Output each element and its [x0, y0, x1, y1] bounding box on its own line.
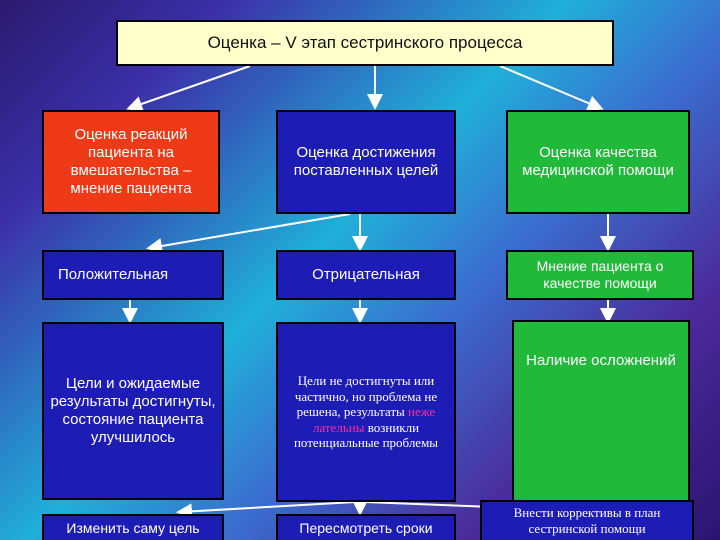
goals-not-achieved-text-2: возникли потенциальные проблемы: [293, 419, 439, 451]
arrow-center-to-positive: [150, 214, 350, 248]
arrow-title-to-left: [130, 66, 250, 108]
page-title: Оценка – V этап сестринского процесса: [116, 20, 614, 66]
box-patient-opinion: Мнение пациента о качестве помощи: [506, 250, 694, 300]
box-goals-achieved: Цели и ожидаемые результаты достигнуты, состояние пациента улучшилось: [42, 322, 224, 500]
box-care-quality: Оценка качества медицинской помощи: [506, 110, 690, 214]
box-goal-achievement: Оценка достижения поставленных целей: [276, 110, 456, 214]
box-revise-terms: Пересмотреть сроки: [276, 514, 456, 540]
box-positive: Положительная: [42, 250, 224, 300]
box-goals-not-achieved: [276, 322, 456, 502]
box-negative: Отрицательная: [276, 250, 456, 300]
box-patient-reactions: Оценка реакций пациента на вмешательства – мнение пациента: [42, 110, 220, 214]
goals-not-achieved-text-1: Цели не достигнуты или частично, но проблема не решена, результаты: [294, 373, 438, 420]
arrow-blue-to-change-goal: [180, 502, 355, 512]
box-complications: Наличие осложнений: [512, 320, 690, 502]
arrow-title-to-right: [500, 66, 600, 108]
box-change-goal: Изменить саму цель: [42, 514, 224, 540]
box-adjust-care-plan: Внести коррективы в план сестринской помощи: [480, 500, 694, 540]
undesirable-text: неже лательны: [312, 404, 436, 435]
